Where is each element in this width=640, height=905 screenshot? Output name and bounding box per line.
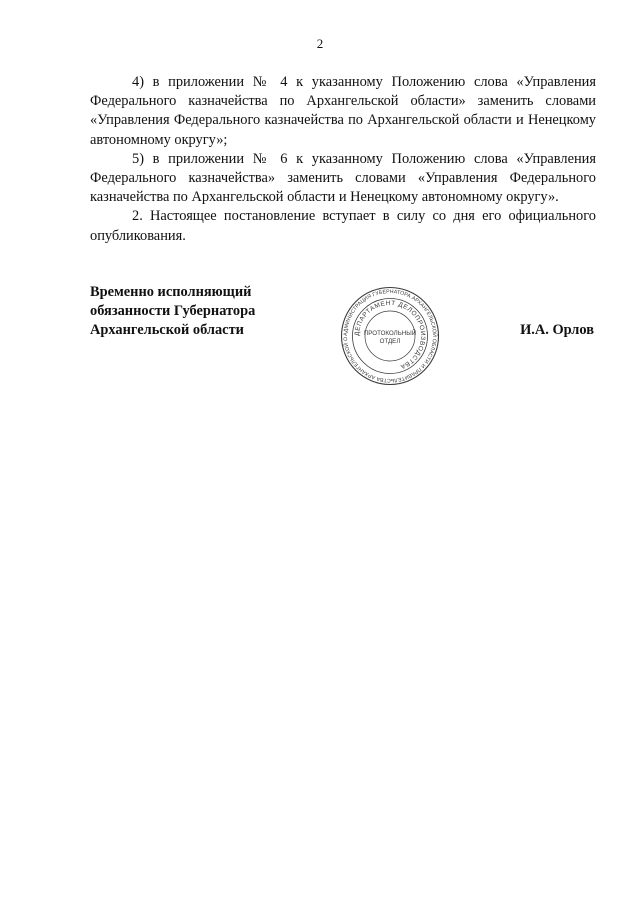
seal-center-line-2: ОТДЕЛ — [379, 338, 401, 345]
paragraph-amendment-4: 4) в приложении № 4 к указанному Положению слова «Управления Федерального казначейства по Архангельской области» заменить словами «Управления Федерального казначейства по Архангельской области и Ненецкому автономному округу»; — [90, 74, 596, 148]
signatory-position-line-1: Временно исполняющий — [90, 284, 252, 300]
seal-inner-ring-text: ДЕПАРТАМЕНТ ДЕЛОПРОИЗВОДСТВА — [353, 299, 427, 371]
signatory-position-line-2: обязанности Губернатора — [90, 303, 256, 320]
signatory-position — [90, 283, 255, 341]
official-seal-stamp — [340, 286, 440, 386]
seal-center-line-1: ПРОТОКОЛЬНЫЙ — [363, 330, 417, 337]
signatory-name: И.А. Орлов — [520, 322, 594, 338]
seal-outer-ring-text: АДМИНИСТРАЦИЯ ГУБЕРНАТОРА АРХАНГЕЛЬСКОЙ ОБЛАСТИ И ПРАВИТЕЛЬСТВА АРХАНГЕЛЬСКОЙ О — [342, 288, 438, 384]
paragraph-amendment-5: 5) в приложении № 6 к указанному Положению слова «Управления Федерального казначейства» заменить словами «Управления Федерального казначейства по Архангельской области и Ненецкому автономному округу». — [90, 150, 596, 206]
paragraph-entry-into-force: 2. Настоящее постановление вступает в силу со дня его официального опубликования. — [90, 208, 596, 244]
signatory-position-line-3: Архангельской области — [90, 322, 244, 339]
document-body — [90, 73, 596, 246]
page-number: 2 — [316, 36, 324, 51]
